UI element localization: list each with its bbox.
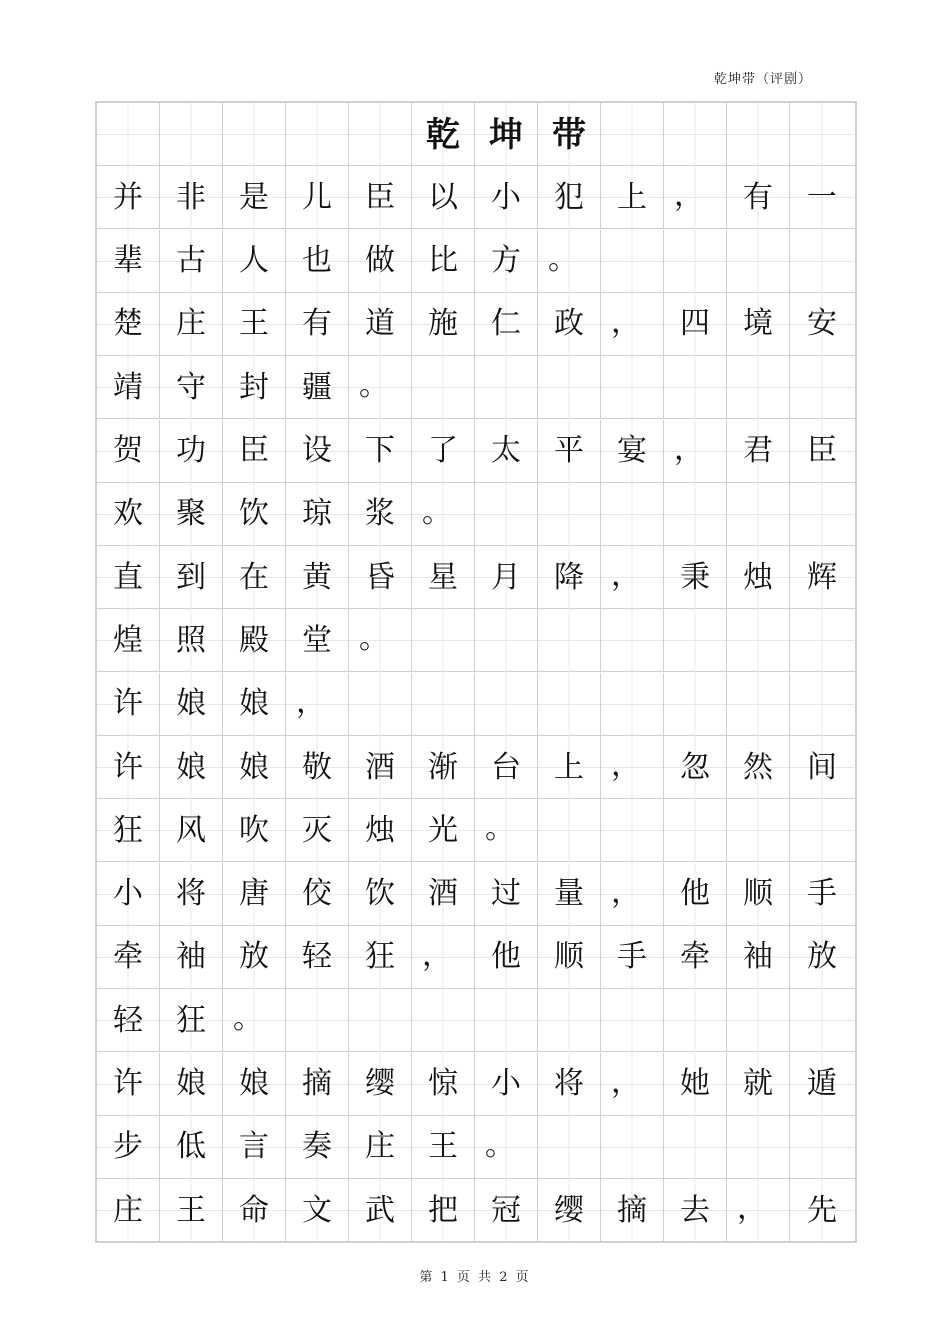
grid-cell: 犯 [538,166,601,229]
grid-cell [601,989,664,1052]
grid-cell: 台 [475,736,538,799]
grid-cell: 宴 [601,420,664,483]
grid-cell: 。 [412,483,475,546]
grid-cell: 王 [412,1116,475,1179]
text-row [97,736,855,799]
grid-cell: 做 [349,230,412,293]
text-row [97,609,855,672]
grid-cell: 照 [160,609,223,672]
grid-cell: 。 [223,989,286,1052]
grid-cell: 娘 [160,1053,223,1116]
grid-cell: 酒 [349,736,412,799]
document-header: 乾坤带（评剧） [713,72,812,87]
grid-cell: 仁 [475,293,538,356]
grid-cell: 遁 [790,1053,854,1116]
grid-cell: 狂 [349,926,412,989]
text-row [97,799,855,862]
grid-cell [727,230,790,293]
grid-cell: 并 [97,166,160,229]
title-cell [223,103,286,166]
grid-cell: 娘 [160,736,223,799]
grid-cell [601,483,664,546]
grid-cell: 饮 [349,863,412,926]
grid-cell: 王 [223,293,286,356]
title-cell [790,103,854,166]
grid-cell [538,799,601,862]
grid-cell: 手 [790,863,854,926]
text-row [97,356,855,419]
grid-cell: 他 [664,863,727,926]
title-cell: 带 [538,103,601,166]
grid-cell: 。 [538,230,601,293]
grid-cell: 她 [664,1053,727,1116]
grid-cell: 。 [475,1116,538,1179]
title-cell [286,103,349,166]
grid-cell [601,609,664,672]
grid-cell: 庄 [97,1179,160,1242]
text-row [97,420,855,483]
grid-cell [538,483,601,546]
grid-cell: 武 [349,1179,412,1242]
grid-cell [475,673,538,736]
grid-cell [475,483,538,546]
grid-cell: 佼 [286,863,349,926]
grid-cell: 言 [223,1116,286,1179]
grid-cell: 许 [97,1053,160,1116]
grid-cell: 守 [160,356,223,419]
grid-cell: 饮 [223,483,286,546]
grid-cell: 轻 [97,989,160,1052]
grid-cell: 功 [160,420,223,483]
grid-cell: 狂 [97,799,160,862]
grid-cell: 惊 [412,1053,475,1116]
title-cell [664,103,727,166]
grid-cell: 在 [223,546,286,609]
grid-cell [664,609,727,672]
grid-cell: 昏 [349,546,412,609]
grid-cell: 浆 [349,483,412,546]
grid-cell: 楚 [97,293,160,356]
text-row [97,166,855,229]
grid-cell [727,356,790,419]
grid-cell: 臣 [790,420,854,483]
grid-cell: 臣 [349,166,412,229]
grid-cell: 娘 [223,1053,286,1116]
grid-cell: 牵 [97,926,160,989]
grid-cell: 过 [475,863,538,926]
grid-cell: 轻 [286,926,349,989]
grid-cell: 缨 [349,1053,412,1116]
grid-cell: 一 [790,166,854,229]
grid-cell: 文 [286,1179,349,1242]
grid-cell: 臣 [223,420,286,483]
grid-cell [412,356,475,419]
grid-cell [664,1116,727,1179]
grid-cell: 辈 [97,230,160,293]
grid-cell: 将 [538,1053,601,1116]
grid-cell: 。 [349,356,412,419]
grid-cell [538,356,601,419]
grid-cell: 殿 [223,609,286,672]
grid-cell: 摘 [286,1053,349,1116]
grid-cell: 施 [412,293,475,356]
grid-cell: 黄 [286,546,349,609]
grid-cell: 渐 [412,736,475,799]
grid-cell: ， [601,863,664,926]
grid-cell [349,989,412,1052]
grid-cell: 去 [664,1179,727,1242]
grid-cell: ， [601,293,664,356]
grid-cell: 直 [97,546,160,609]
text-row [97,989,855,1052]
grid-cell: 降 [538,546,601,609]
text-row [97,230,855,293]
grid-cell [727,799,790,862]
grid-cell [727,989,790,1052]
text-row [97,863,855,926]
grid-cell [790,356,854,419]
grid-cell: 秉 [664,546,727,609]
grid-cell [664,799,727,862]
grid-cell: 政 [538,293,601,356]
grid-cell [412,609,475,672]
grid-cell: 堂 [286,609,349,672]
grid-cell: 娘 [223,736,286,799]
grid-cell: 命 [223,1179,286,1242]
grid-cell: 酒 [412,863,475,926]
title-cell [160,103,223,166]
grid-cell [601,673,664,736]
grid-cell: 安 [790,293,854,356]
grid-cell: 顺 [727,863,790,926]
grid-cell [790,1116,854,1179]
grid-cell: 小 [97,863,160,926]
grid-cell: 方 [475,230,538,293]
grid-cell: 手 [601,926,664,989]
grid-cell [790,609,854,672]
grid-cell: 比 [412,230,475,293]
grid-cell: 许 [97,673,160,736]
grid-cell: 烛 [349,799,412,862]
grid-cell: 敬 [286,736,349,799]
grid-cell [538,609,601,672]
grid-cell: ， [601,736,664,799]
grid-cell: 了 [412,420,475,483]
grid-cell: 低 [160,1116,223,1179]
grid-cell [475,356,538,419]
grid-cell: 风 [160,799,223,862]
grid-cell [790,483,854,546]
text-row [97,1179,855,1242]
grid-cell: 袖 [160,926,223,989]
grid-cell: 贺 [97,420,160,483]
grid-cell [475,989,538,1052]
grid-cell: 就 [727,1053,790,1116]
grid-cell: 庄 [349,1116,412,1179]
text-row [97,1053,855,1116]
grid-cell: ， [664,166,727,229]
grid-cell: 设 [286,420,349,483]
grid-cell: ， [664,420,727,483]
grid-cell [538,989,601,1052]
grid-cell: 平 [538,420,601,483]
page-number: 第 1 页 共 2 页 [419,1270,531,1285]
title-row [97,103,855,166]
grid-cell [412,673,475,736]
grid-cell: 量 [538,863,601,926]
grid-cell [412,989,475,1052]
grid-cell [790,673,854,736]
grid-cell [727,483,790,546]
grid-cell: 顺 [538,926,601,989]
grid-cell: 四 [664,293,727,356]
grid-cell: 以 [412,166,475,229]
grid-cell: 欢 [97,483,160,546]
writing-grid [95,101,857,1243]
grid-cell: 是 [223,166,286,229]
grid-cell: 灭 [286,799,349,862]
grid-cell [664,230,727,293]
title-cell [601,103,664,166]
grid-cell: ， [286,673,349,736]
title-cell: 坤 [475,103,538,166]
grid-cell: 娘 [223,673,286,736]
text-row [97,1116,855,1179]
grid-cell: 放 [790,926,854,989]
grid-cell: ， [412,926,475,989]
grid-cell: 太 [475,420,538,483]
grid-cell: ， [727,1179,790,1242]
grid-cell: 儿 [286,166,349,229]
grid-cell: 狂 [160,989,223,1052]
grid-cell [727,673,790,736]
grid-cell: 君 [727,420,790,483]
grid-cell: 到 [160,546,223,609]
grid-cell: 忽 [664,736,727,799]
grid-cell: 吹 [223,799,286,862]
grid-cell: 先 [790,1179,854,1242]
grid-cell: 娘 [160,673,223,736]
grid-cell [790,799,854,862]
grid-cell: 星 [412,546,475,609]
text-row [97,926,855,989]
grid-cell: 。 [475,799,538,862]
grid-cell: 下 [349,420,412,483]
title-cell [727,103,790,166]
grid-cell: 聚 [160,483,223,546]
grid-cell: 摘 [601,1179,664,1242]
title-cell [97,103,160,166]
grid-cell [601,356,664,419]
grid-cell: 上 [601,166,664,229]
grid-cell [601,230,664,293]
grid-cell [538,673,601,736]
grid-cell: 奏 [286,1116,349,1179]
grid-cell: 也 [286,230,349,293]
grid-cell [601,799,664,862]
grid-cell: 古 [160,230,223,293]
text-row [97,546,855,609]
grid-cell: 靖 [97,356,160,419]
grid-cell [664,673,727,736]
grid-cell: 许 [97,736,160,799]
title-cell [349,103,412,166]
grid-cell: 然 [727,736,790,799]
grid-cell: 冠 [475,1179,538,1242]
grid-cell: 小 [475,166,538,229]
grid-cell [727,609,790,672]
grid-cell: 封 [223,356,286,419]
grid-cell [349,673,412,736]
grid-cell: 境 [727,293,790,356]
grid-cell: 疆 [286,356,349,419]
grid-cell: 袖 [727,926,790,989]
grid-cell [790,989,854,1052]
grid-cell: 他 [475,926,538,989]
grid-cell [601,1116,664,1179]
text-row [97,673,855,736]
grid-cell [286,989,349,1052]
grid-cell: 把 [412,1179,475,1242]
grid-cell [664,989,727,1052]
grid-cell: 有 [727,166,790,229]
grid-cell [475,609,538,672]
grid-cell: 烛 [727,546,790,609]
grid-cell: 人 [223,230,286,293]
text-row [97,483,855,546]
grid-cell: 上 [538,736,601,799]
grid-cell: 小 [475,1053,538,1116]
grid-cell: 煌 [97,609,160,672]
grid-cell: 将 [160,863,223,926]
grid-cell [727,1116,790,1179]
grid-cell [664,356,727,419]
grid-cell: 光 [412,799,475,862]
grid-cell: 琼 [286,483,349,546]
grid-cell: 有 [286,293,349,356]
grid-cell: 步 [97,1116,160,1179]
grid-cell: 庄 [160,293,223,356]
title-cell: 乾 [412,103,475,166]
grid-cell: 王 [160,1179,223,1242]
grid-cell: 辉 [790,546,854,609]
grid-cell: 。 [349,609,412,672]
grid-cell [664,483,727,546]
grid-cell: 缨 [538,1179,601,1242]
grid-cell: 唐 [223,863,286,926]
text-row [97,293,855,356]
grid-cell: 非 [160,166,223,229]
grid-cell: 道 [349,293,412,356]
grid-cell [538,1116,601,1179]
grid-cell: ， [601,1053,664,1116]
grid-cell: ， [601,546,664,609]
grid-cell: 放 [223,926,286,989]
grid-cell: 牵 [664,926,727,989]
grid-cell: 月 [475,546,538,609]
grid-cell [790,230,854,293]
grid-cell: 间 [790,736,854,799]
